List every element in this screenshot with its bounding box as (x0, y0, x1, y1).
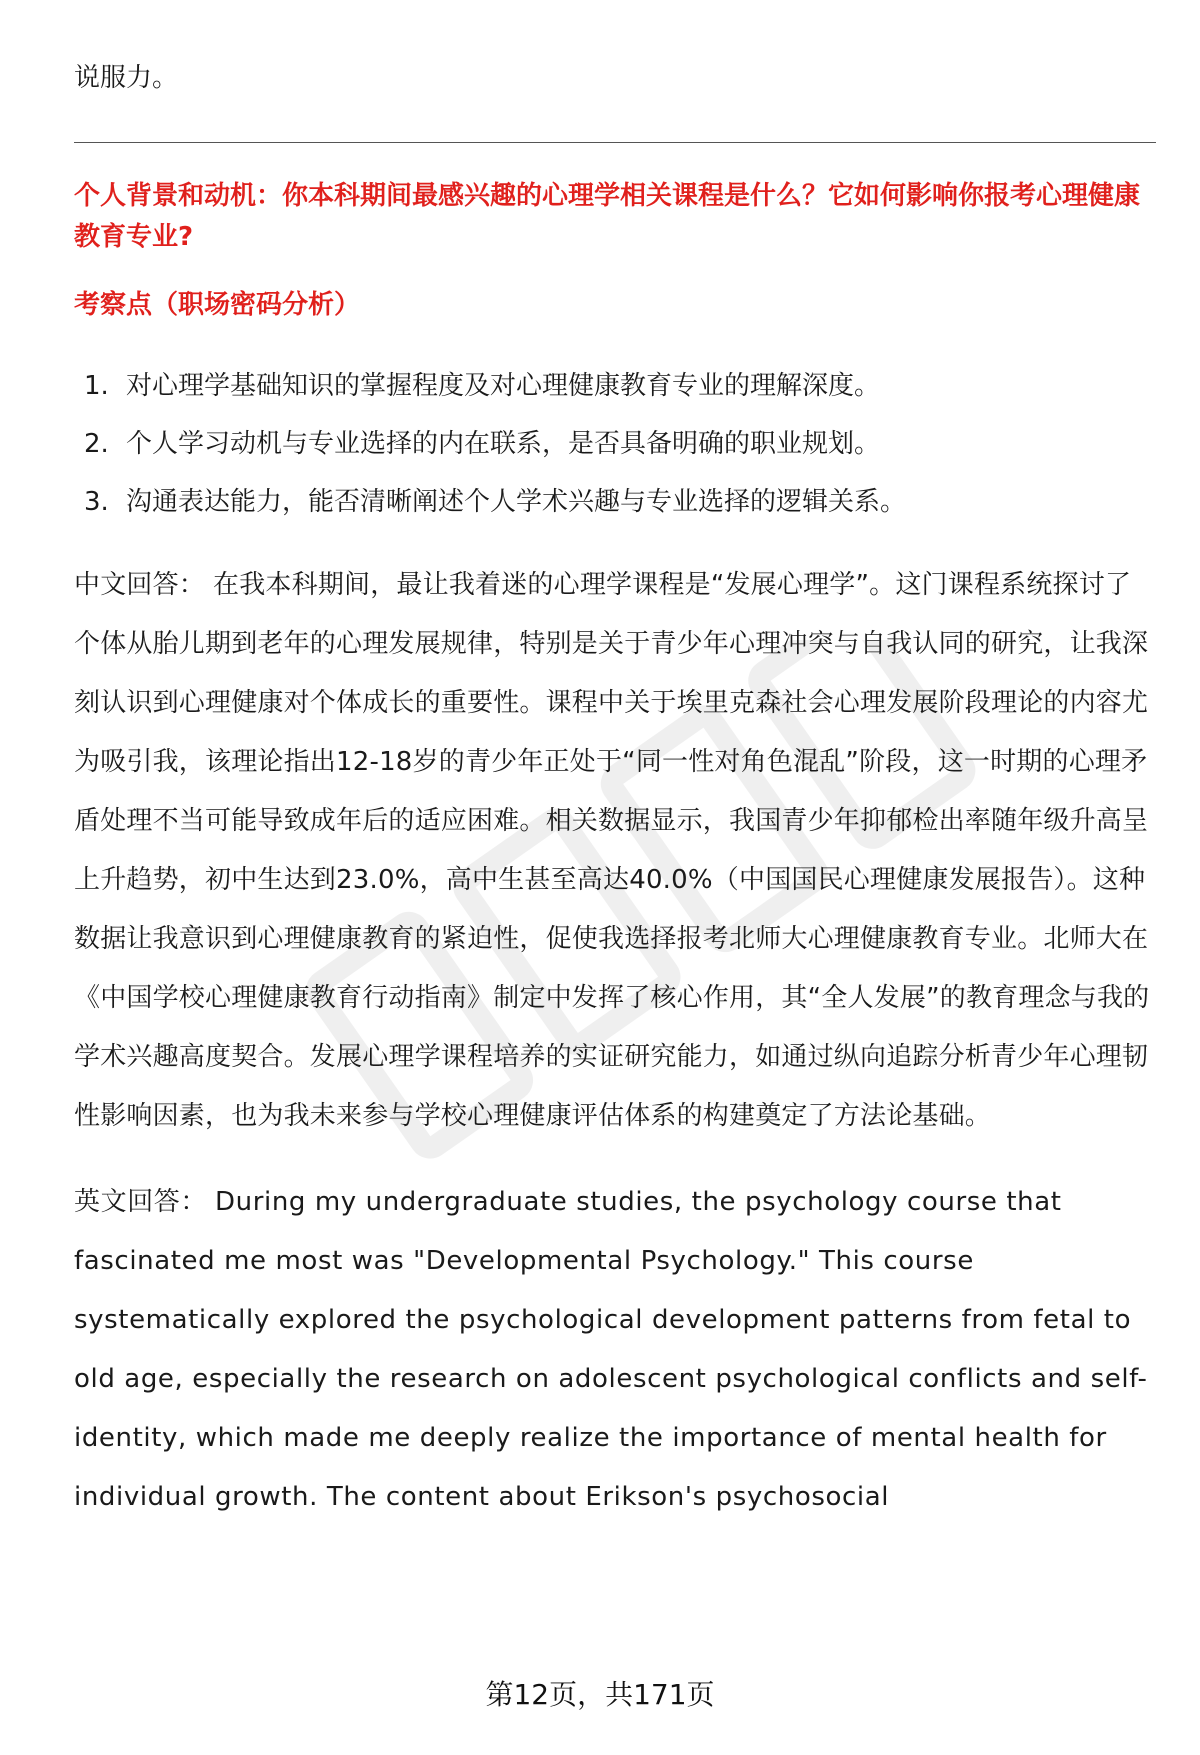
chinese-answer (74, 556, 1156, 1146)
list-item-number: 1. (84, 371, 109, 401)
english-answer (74, 1173, 1156, 1527)
english-answer-text: During my undergraduate studies, the psychology course that fascinated me most was "Developmental Psychology." This course systematically explored the psychological development patterns from fetal to old age, especially the research on adolescent psychological conflicts and self-identity, which made me deeply realize the importance of mental health for individual growth. The content about Erikson's psychosocial (74, 1187, 1148, 1512)
chinese-answer-text: 在我本科期间，最让我着迷的心理学课程是“发展心理学”。这门课程系统探讨了个体从胎儿期到老年的心理发展规律，特别是关于青少年心理冲突与自我认同的研究，让我深刻认识到心理健康对个体成长的重要性。课程中关于埃里克森社会心理发展阶段理论的内容尤为吸引我，该理论指出12-18岁的青少年正处于“同一性对角色混乱”阶段，这一时期的心理矛盾处理不当可能导致成年后的适应困难。相关数据显示，我国青少年抑郁检出率随年级升高呈上升趋势，初中生达到23.0%，高中生甚至高达40.0%（中国国民心理健康发展报告）。这种数据让我意识到心理健康教育的紧迫性，促使我选择报考北师大心理健康教育专业。北师大在《中国学校心理健康教育行动指南》制定中发挥了核心作用，其“全人发展”的教育理念与我的学术兴趣高度契合。发展心理学课程培养的实证研究能力，如通过纵向追踪分析青少年心理韧性影响因素，也为我未来参与学校心理健康评估体系的构建奠定了方法论基础。 (74, 570, 1150, 1131)
list-item (74, 473, 1156, 531)
intro-text: 说服力。 (74, 63, 179, 93)
analysis-heading: 考察点（职场密码分析） (74, 290, 361, 320)
list-item-number: 2. (84, 429, 109, 459)
list-item (74, 415, 1156, 473)
list-item-number: 3. (84, 487, 109, 517)
list-item-text: 沟通表达能力，能否清晰阐述个人学术兴趣与专业选择的逻辑关系。 (126, 487, 907, 517)
list-item (74, 357, 1156, 415)
page-footer: 第12页，共171页 (485, 1678, 715, 1711)
chinese-answer-label: 中文回答： (74, 570, 206, 600)
english-answer-label: 英文回答： (74, 1187, 208, 1217)
list-item-text: 个人学习动机与专业选择的内在联系，是否具备明确的职业规划。 (126, 429, 881, 459)
list-item-text: 对心理学基础知识的掌握程度及对心理健康教育专业的理解深度。 (126, 371, 881, 401)
analysis-points-list (74, 357, 1156, 531)
section-divider (74, 142, 1156, 143)
question-heading: 个人背景和动机：你本科期间最感兴趣的心理学相关课程是什么？它如何影响你报考心理健康教育专业? (74, 181, 1141, 252)
main-content (74, 58, 1156, 1527)
